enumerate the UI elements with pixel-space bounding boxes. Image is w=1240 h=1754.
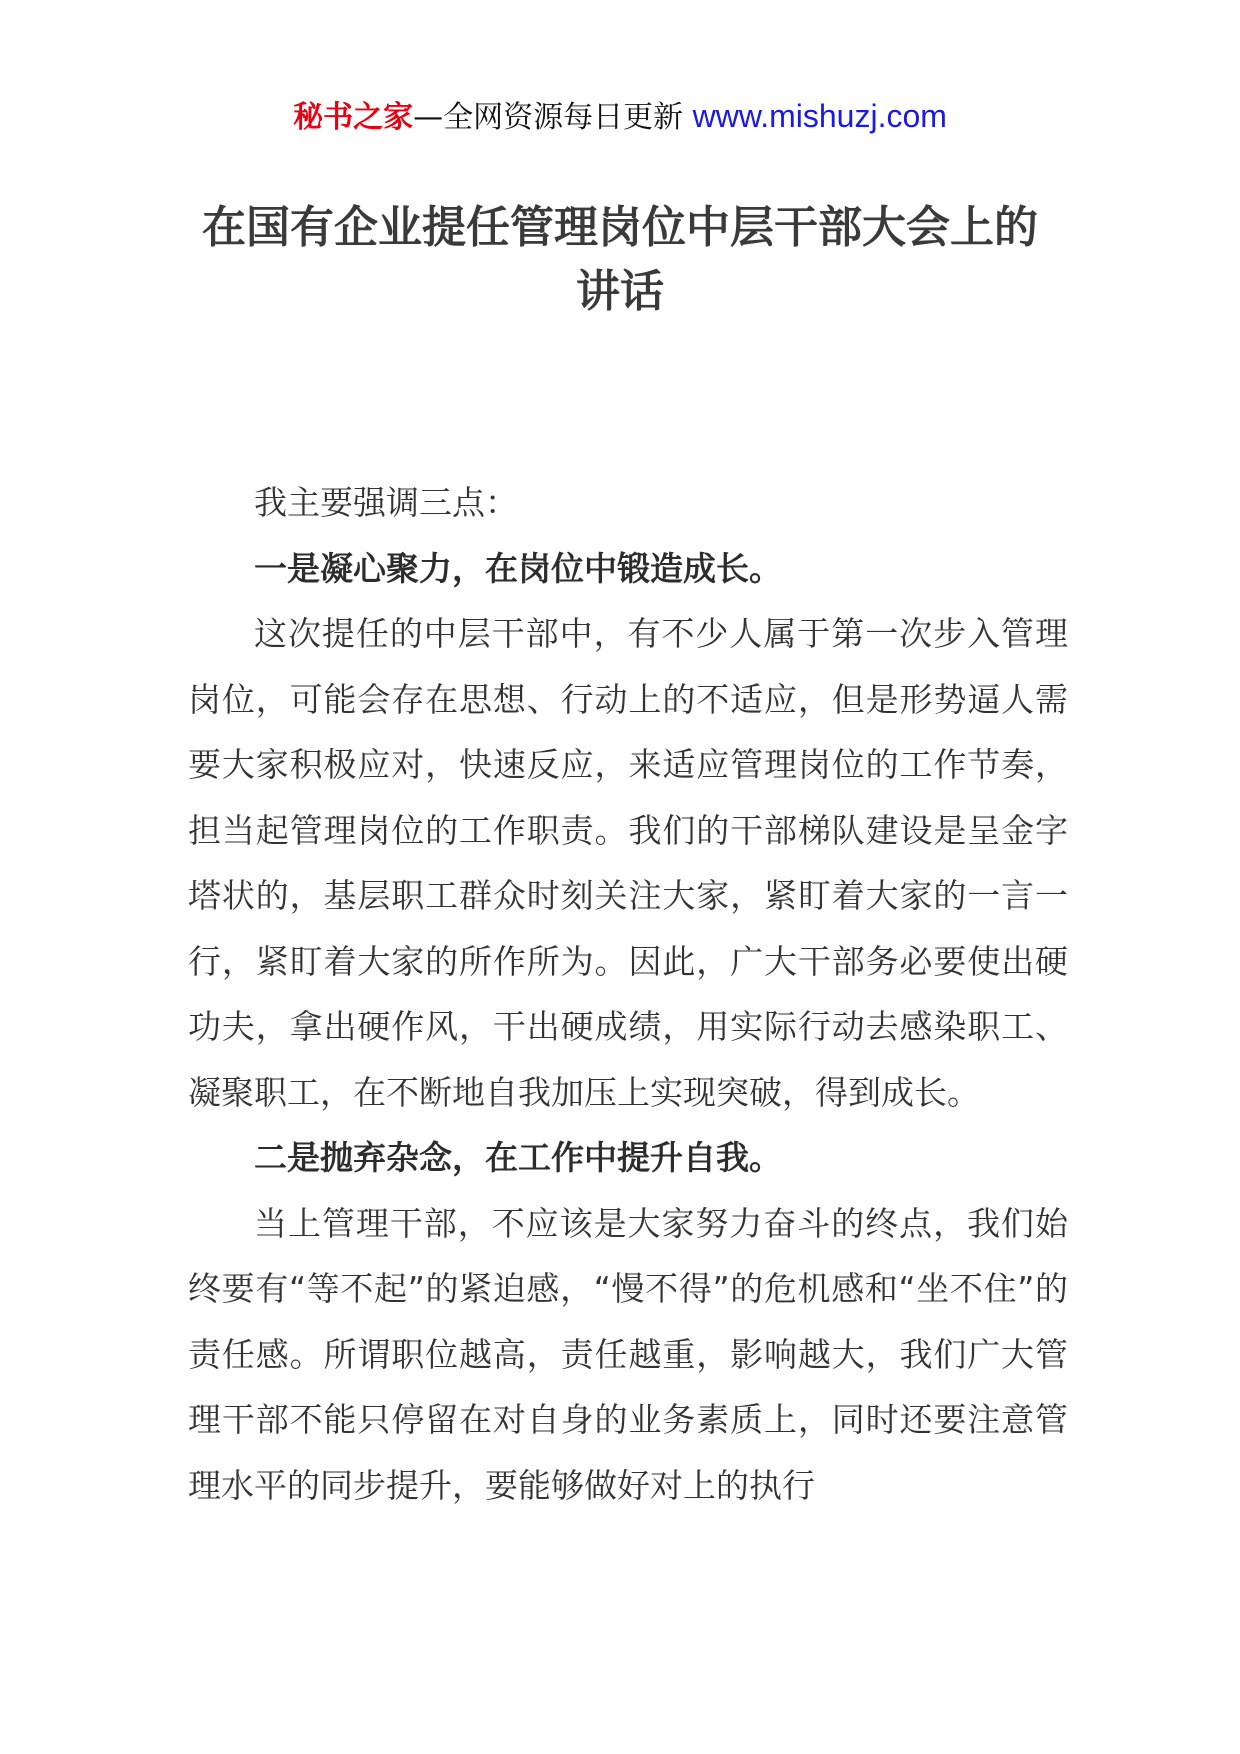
document-body — [188, 470, 1068, 1518]
section-paragraph-1: 这次提任的中层干部中，有不少人属于第一次步入管理岗位，可能会存在思想、行动上的不适应，但是形势逼人需要大家积极应对，快速反应，来适应管理岗位的工作节奏，担当起管理岗位的工作职责。我们的干部梯队建设是呈金字塔状的，基层职工群众时刻关注大家，紧盯着大家的一言一行，紧盯着大家的所作所为。因此，广大干部务必要使出硬功夫，拿出硬作风，干出硬成绩，用实际行动去感染职工、凝聚职工，在不断地自我加压上实现突破，得到成长。 — [188, 614, 1068, 1112]
document-title: 在国有企业提任管理岗位中层干部大会上的讲话 — [202, 202, 1038, 317]
intro-paragraph: 我主要强调三点： — [254, 483, 518, 522]
site-url-link[interactable]: www.mishuzj.com — [692, 98, 947, 134]
site-header — [0, 96, 1240, 138]
section-heading-2: 二是抛弃杂念，在工作中提升自我。 — [254, 1138, 782, 1177]
section-heading-1: 一是凝心聚力，在岗位中锻造成长。 — [254, 548, 782, 588]
site-tagline: —全网资源每日更新 — [413, 100, 684, 135]
section-paragraph-2: 当上管理干部，不应该是大家努力奋斗的终点，我们始终要有“等不起”的紧迫感，“慢不得”的危机感和“坐不住”的责任感。所谓职位越高，责任越重，影响越大，我们广大管理干部不能只停留在对自身的业务素质上，同时还要注意管理水平的同步提升，要能够做好对上的执行 — [188, 1203, 1068, 1505]
brand-name: 秘书之家 — [293, 100, 414, 135]
